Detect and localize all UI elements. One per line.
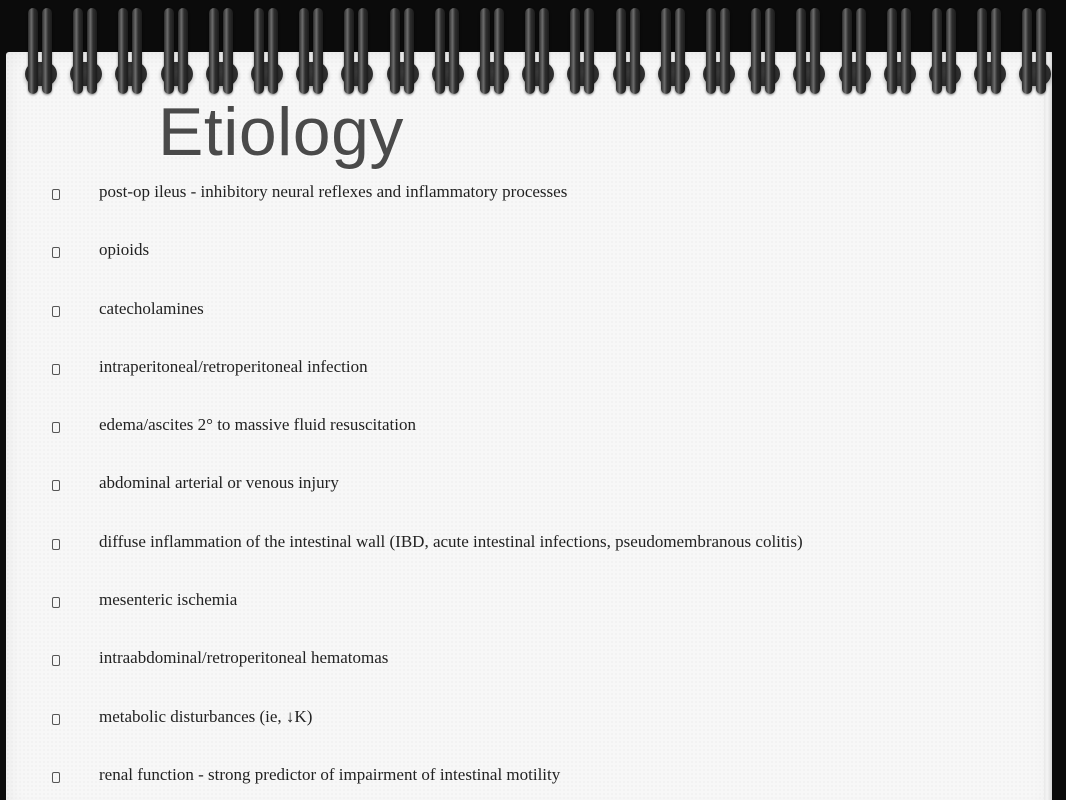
paper-edge: [1044, 52, 1052, 800]
list-item: [0, 576, 1040, 634]
list-item: [0, 285, 1040, 343]
list-item: [0, 634, 1040, 692]
bullet-icon: [52, 772, 60, 783]
bullet-icon: [52, 247, 60, 258]
bullet-icon: [52, 480, 60, 491]
list-item: [0, 459, 1040, 517]
bullet-icon: [52, 364, 60, 375]
list-item-text: opioids: [99, 240, 150, 260]
list-item-text: post-op ileus - inhibitory neural reflexes and inflammatory processes: [99, 182, 568, 201]
bullet-icon: [52, 597, 60, 608]
list-item: [0, 226, 1040, 284]
list-item: [0, 751, 1040, 800]
list-item-text: catecholamines: [99, 298, 204, 318]
list-item: [0, 343, 1040, 401]
list-item-text: mesenteric ischemia: [99, 590, 238, 610]
list-item: [0, 518, 1040, 576]
list-item-text: intraperitoneal/retroperitoneal infection: [99, 356, 368, 376]
list-item-text: edema/ascites 2° to massive fluid resuscitation: [99, 415, 416, 435]
bullet-icon: [52, 539, 60, 550]
list-item-text: metabolic disturbances (ie, ↓K): [99, 706, 313, 726]
list-item: [0, 693, 1040, 751]
list-item-text: abdominal arterial or venous injury: [99, 473, 339, 493]
slide-title: Etiology: [158, 94, 404, 170]
bullet-icon: [52, 189, 60, 200]
bullet-icon: [52, 714, 60, 725]
list-item-text: renal function - strong predictor of impairment of intestinal motility: [99, 764, 561, 784]
bullet-icon: [52, 655, 60, 666]
list-item-text: intraabdominal/retroperitoneal hematomas: [99, 648, 389, 668]
bullet-icon: [52, 306, 60, 317]
list-item-text: diffuse inflammation of the intestinal wall (IBD, acute intestinal infections, pseudomembranous colitis): [99, 531, 803, 551]
bullet-icon: [52, 422, 60, 433]
list-item: [0, 401, 1040, 459]
list-item: [0, 168, 1040, 226]
bullet-list: [0, 168, 1040, 800]
